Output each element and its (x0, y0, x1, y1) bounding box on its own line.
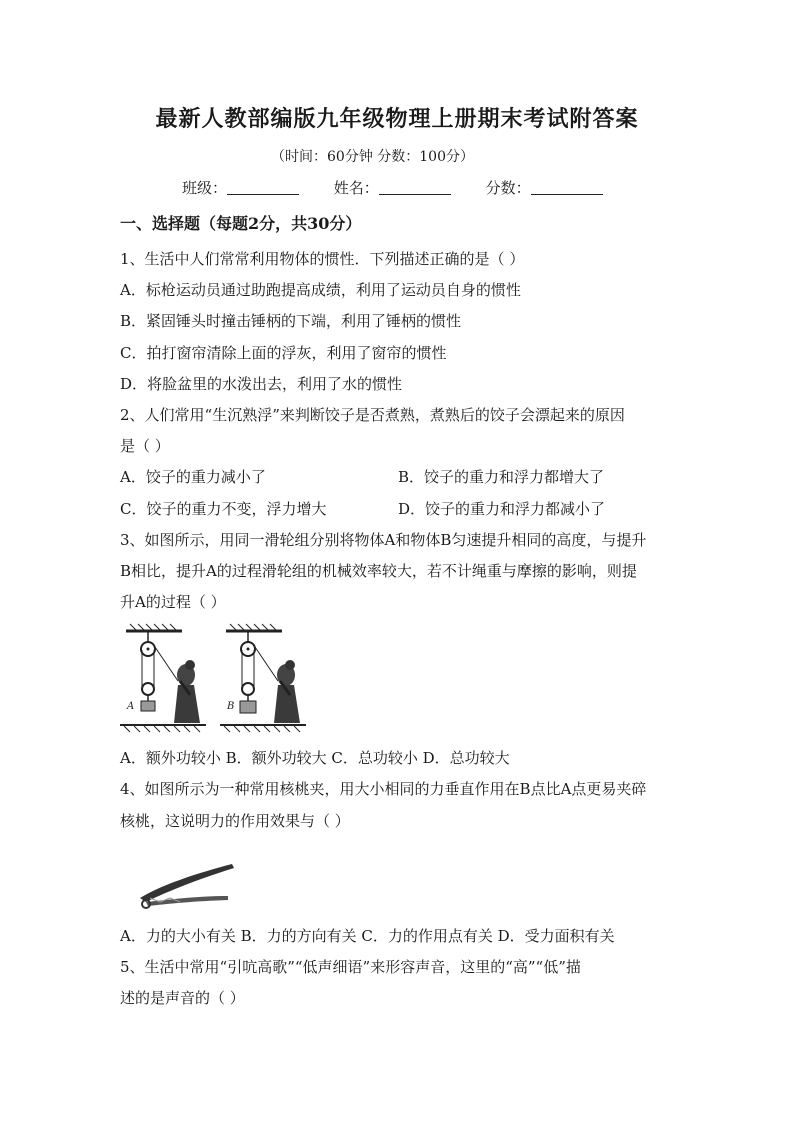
score-blank[interactable] (531, 180, 603, 195)
q5-stem-line1: 5、生活中常用“引吭高歌”“低声细语”来形容声音，这里的“高”“低”描 (120, 958, 581, 976)
q2-option-d: D．饺子的重力和浮力都减小了 (398, 500, 606, 518)
pulley-figure (120, 623, 310, 735)
pulley-setup-a (120, 624, 206, 732)
q3-options: A．额外功较小 B．额外功较大 C．总功较小 D．总功较大 (120, 749, 510, 767)
q2-option-b: B．饺子的重力和浮力都增大了 (398, 468, 605, 486)
class-blank[interactable] (227, 180, 299, 195)
fig-label-a: A (127, 701, 135, 712)
exam-time-score: （时间：60分钟 分数：100分） (271, 149, 474, 165)
name-blank[interactable] (379, 180, 451, 195)
q2-option-a: A．饺子的重力减小了 (120, 468, 266, 486)
q1-option-d: D．将脸盆里的水泼出去，利用了水的惯性 (120, 375, 403, 393)
section-heading-choice: 一、选择题（每题2分，共30分） (120, 214, 362, 233)
score-label: 分数： (485, 179, 531, 197)
q4-stem-line2: 核桃，这说明力的作用效果与（ ） (120, 812, 350, 830)
q5-stem-line2: 述的是声音的（ ） (120, 989, 245, 1007)
q4-stem-line1: 4、如图所示为一种常用核桃夹，用大小相同的力垂直作用在B点比A点更易夹碎 (120, 780, 647, 798)
q2-stem-line1: 2、人们常用“生沉熟浮”来判断饺子是否煮熟，煮熟后的饺子会漂起来的原因 (120, 406, 625, 424)
name-label: 姓名： (333, 179, 379, 197)
q1-option-a: A．标枪运动员通过助跑提高成绩，利用了运动员自身的惯性 (120, 281, 521, 299)
q2-stem-line2: 是（ ） (120, 437, 170, 455)
q3-stem-line3: 升A的过程（ ） (120, 593, 226, 611)
q1-option-b: B．紧固锤头时撞击锤柄的下端，利用了锤柄的惯性 (120, 312, 462, 330)
fig-label-b: B (227, 701, 235, 712)
pulley-setup-b (220, 624, 306, 732)
student-info-row (182, 177, 633, 198)
q3-stem-line2: B相比，提升A的过程滑轮组的机械效率较大，若不计绳重与摩擦的影响，则提 (120, 562, 637, 580)
q1-option-c: C．拍打窗帘清除上面的浮灰，利用了窗帘的惯性 (120, 344, 447, 362)
class-label: 班级： (182, 179, 228, 197)
q1-stem: 1、生活中人们常常利用物体的惯性．下列描述正确的是（ ） (120, 250, 525, 268)
q2-option-c: C．饺子的重力不变，浮力增大 (120, 500, 327, 518)
nutcracker-figure (136, 858, 236, 916)
q3-stem-line1: 3、如图所示，用同一滑轮组分别将物体A和物体B匀速提升相同的高度，与提升 (120, 531, 647, 549)
q4-options: A．力的大小有关 B．力的方向有关 C．力的作用点有关 D．受力面积有关 (120, 927, 615, 945)
page-title: 最新人教部编版九年级物理上册期末考试附答案 (155, 106, 639, 132)
